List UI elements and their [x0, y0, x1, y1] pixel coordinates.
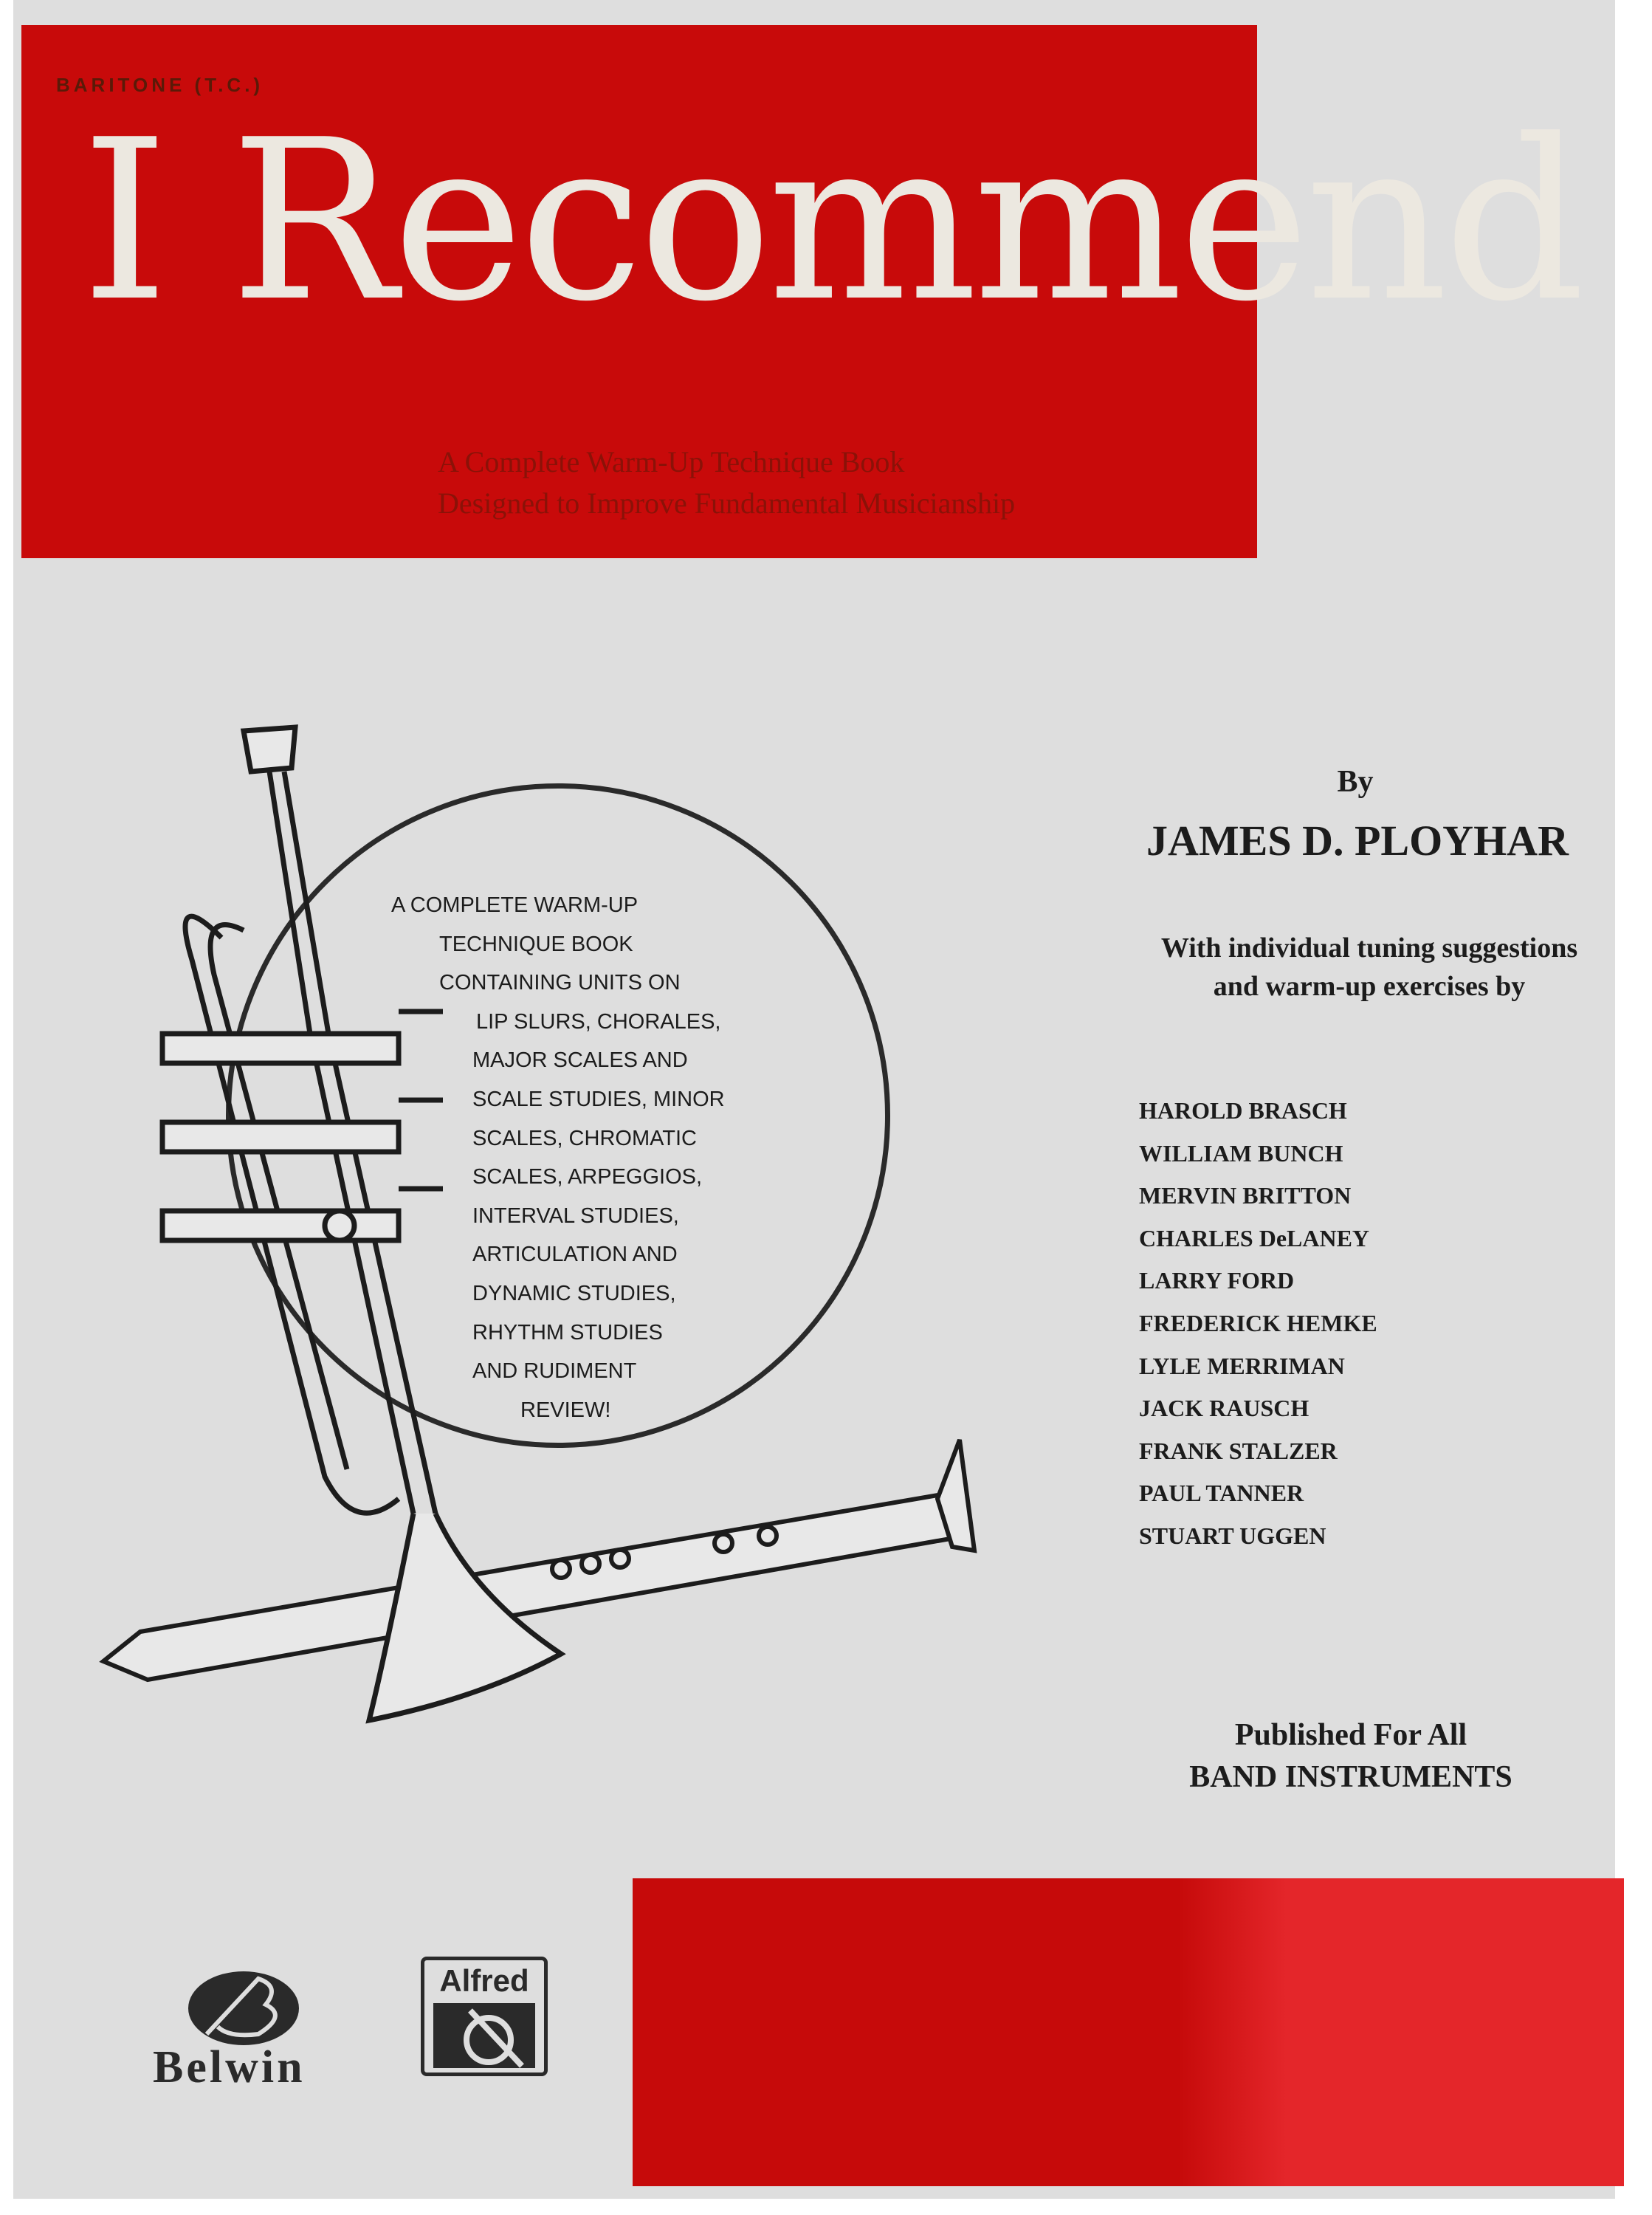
contributor: FREDERICK HEMKE: [1139, 1309, 1377, 1336]
intro-line: and warm-up exercises by: [1213, 971, 1526, 1002]
subtitle-line: A Complete Warm-Up Technique Book: [438, 445, 905, 478]
circle-text-line: SCALE STUDIES, MINOR: [472, 1087, 725, 1111]
contributor: MERVIN BRITTON: [1139, 1182, 1352, 1209]
contributor: LARRY FORD: [1139, 1267, 1295, 1294]
circle-text-line: CONTAINING UNITS ON: [439, 971, 681, 995]
circle-text-line: SCALES, CHROMATIC: [472, 1126, 698, 1150]
circle-text-line: SCALES, ARPEGGIOS,: [472, 1165, 703, 1189]
circle-text-line: DYNAMIC STUDIES,: [472, 1281, 676, 1305]
circle-text-line: A COMPLETE WARM-UP: [391, 893, 639, 917]
contributor: CHARLES DeLANEY: [1139, 1224, 1370, 1251]
circle-description: [369, 886, 827, 1429]
published-line: Published For All: [1234, 1718, 1467, 1752]
published-line: BAND INSTRUMENTS: [1189, 1760, 1512, 1794]
contributor: LYLE MERRIMAN: [1139, 1352, 1345, 1379]
circle-text-line: MAJOR SCALES AND: [472, 1048, 688, 1073]
alfred-logo-text: Alfred: [439, 1963, 529, 1998]
circle-text-line: ARTICULATION AND: [472, 1243, 678, 1267]
circle-text-line: REVIEW!: [520, 1398, 611, 1422]
bottom-banner: [633, 1878, 1624, 2186]
contributor: HAROLD BRASCH: [1139, 1097, 1347, 1124]
contributor: JACK RAUSCH: [1139, 1395, 1309, 1422]
contributor: STUART UGGEN: [1139, 1522, 1326, 1549]
subtitle-line: Designed to Improve Fundamental Musicianship: [438, 487, 1016, 520]
contributor-list: [1139, 1090, 1377, 1558]
intro-line: With individual tuning suggestions: [1160, 933, 1578, 964]
contributors-intro: [1144, 929, 1594, 1006]
author-name: JAMES D. PLOYHAR: [1146, 817, 1569, 865]
circle-text-line: AND RUDIMENT: [472, 1359, 637, 1384]
by-label: By: [1337, 765, 1374, 799]
circle-text-line: INTERVAL STUDIES,: [472, 1203, 679, 1228]
contributor: WILLIAM BUNCH: [1139, 1139, 1343, 1167]
edition-label: BARITONE (T.C.): [56, 74, 264, 96]
book-title: I Recommend: [81, 92, 1581, 350]
contributor: FRANK STALZER: [1139, 1437, 1338, 1464]
belwin-logo-text: Belwin: [153, 2042, 306, 2092]
alfred-emblem-icon: [433, 2003, 535, 2068]
alfred-logo: [421, 1957, 548, 2076]
circle-text-line: TECHNIQUE BOOK: [439, 932, 633, 956]
circle-text-line: RHYTHM STUDIES: [472, 1320, 663, 1345]
contributor: PAUL TANNER: [1139, 1480, 1304, 1507]
published-note: [1152, 1714, 1550, 1799]
circle-text-line: LIP SLURS, CHORALES,: [476, 1009, 721, 1034]
